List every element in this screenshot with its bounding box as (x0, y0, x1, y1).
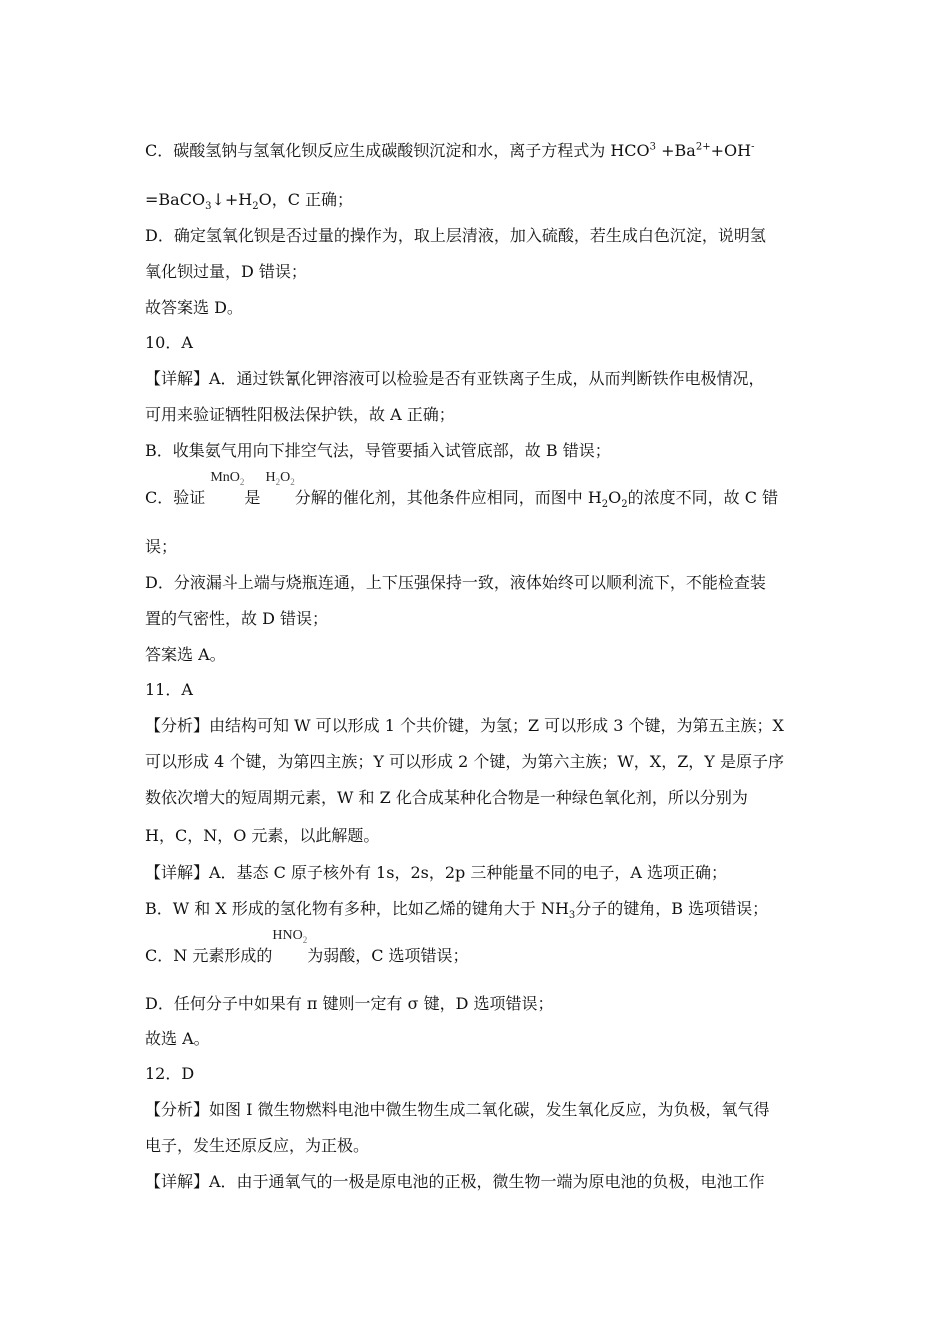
line-11-analysis: 【分析】由结构可知 W 可以形成 1 个共价键，为氢；Z 可以形成 3 个键，为第五主族；X (145, 716, 784, 735)
formula-hno2: $HNO_2$ (272, 928, 308, 945)
line-10c: C．验证 MnO$_2$是 $H_2O_2$分解的催化剂，其他条件应相同，而图中 $H_2O_2$的浓度不同，故 C 错 (145, 470, 779, 511)
line-11-analysis-2: 可以形成 4 个键，为第四主族；Y 可以形成 2 个键，为第六主族；W，X，Z，Y 是原子序 (145, 752, 784, 771)
question-10-answer: 10．A (145, 333, 193, 352)
line-9d-cont: 氧化钡过量，D 错误； (145, 262, 307, 281)
line-11b: B．W 和 X 形成的氢化物有多种，比如乙烯的键角大于 $NH_3$分子的键角，B 选项错误； (145, 899, 769, 922)
line-10b: B．收集氨气用向下排空气法，导管要插入试管底部，故 B 错误； (145, 441, 611, 460)
line-12-analysis-cont: 电子，发生还原反应，为正极。 (145, 1136, 370, 1155)
line-11-detail-a: 【详解】A．基态 C 原子核外有 1s，2s，2p 三种能量不同的电子，A 选项正确； (145, 863, 727, 882)
line-9d: D．确定氢氧化钡是否过量的操作为，取上层清液，加入硫酸，若生成白色沉淀，说明氢 (145, 226, 766, 245)
line-9-answer: 故答案选 D。 (145, 298, 243, 317)
line-10c-cont: 误； (145, 537, 178, 556)
line-11-analysis-3: 数依次增大的短周期元素，W 和 Z 化合成某种化合物是一种绿色氧化剂，所以分别为 (145, 788, 748, 807)
line-10-detail-a-cont: 可用来验证牺牲阳极法保护铁，故 A 正确； (145, 405, 455, 424)
line-9c-equation: C．碳酸氢钠与氢氧化钡反应生成碳酸钡沉淀和水，离子方程式为 $HCO^3 +Ba^{2+}+OH^-$ (145, 141, 755, 160)
line-11d: D．任何分子中如果有 π 键则一定有 σ 键，D 选项错误； (145, 994, 554, 1013)
formula-mno2: MnO$_2$ (210, 470, 245, 487)
formula-h2o2: $H_2O_2$ (265, 470, 295, 487)
question-11-answer: 11．A (145, 680, 193, 699)
line-10d-cont: 置的气密性，故 D 错误； (145, 609, 329, 628)
line-11-answer: 故选 A。 (145, 1029, 210, 1048)
line-10-answer: 答案选 A。 (145, 645, 226, 664)
line-10-detail-a: 【详解】A．通过铁氰化钾溶液可以检验是否有亚铁离子生成，从而判断铁作电极情况， (145, 369, 765, 388)
line-12-analysis: 【分析】如图 I 微生物燃料电池中微生物生成二氧化碳，发生氧化反应，为负极，氧气得 (145, 1100, 770, 1119)
line-10d: D．分液漏斗上端与烧瓶连通，上下压强保持一致，液体始终可以顺利流下，不能检查装 (145, 573, 766, 592)
line-9c-equation-cont: $=BaCO_3↓+H_2O$，C 正确； (145, 190, 354, 213)
line-11c: C．N 元素形成的$HNO_2$为弱酸，C 选项错误； (145, 928, 469, 965)
question-12-answer: 12．D (145, 1064, 195, 1083)
line-11-analysis-4: H，C，N，O 元素，以此解题。 (145, 826, 380, 845)
line-12-detail-a: 【详解】A．由于通氧气的一极是原电池的正极，微生物一端为原电池的负极，电池工作 (145, 1172, 765, 1191)
